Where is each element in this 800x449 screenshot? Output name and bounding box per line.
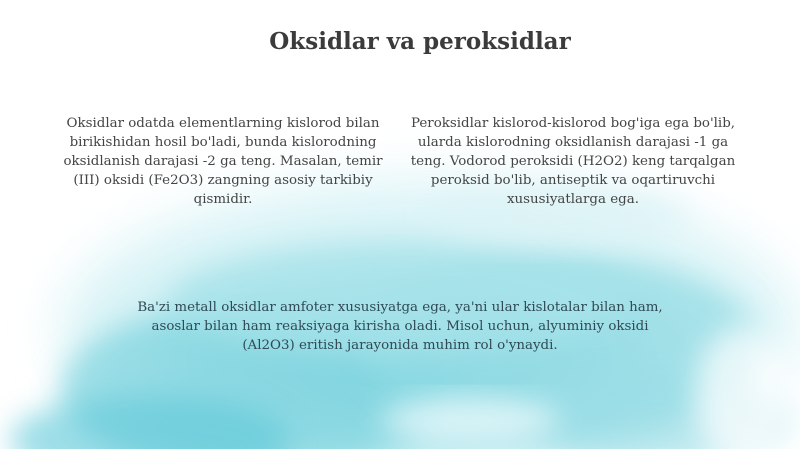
slide-title: Oksidlar va peroksidlar bbox=[269, 28, 571, 55]
peroxides-paragraph: Peroksidlar kislorod-kislorod bog'iga ega bo'lib, ularda kislorodning oksidlanish darajasi -1 ga teng. Vodorod peroksidi (H2O2) keng tarqalgan peroksid bo'lib, antiseptik va oqartiruvchi xususiyatlarga ega. bbox=[410, 116, 736, 207]
oxides-paragraph: Oksidlar odatda elementlarning kislorod bilan birikishidan hosil bo'ladi, bunda kislorodning oksidlanish darajasi -2 ga teng. Masalan, temir (III) oksidi (Fe2O3) zangning asosiy tarkibiy qismidir. bbox=[63, 116, 383, 207]
amphoteric-oxides-paragraph: Ba'zi metall oksidlar amfoter xususiyatga ega, ya'ni ular kislotalar bilan ham, asoslar bilan ham reaksiyaga kirisha oladi. Misol uchun, alyuminiy oksidi (Al2O3) eritish jarayonida muhim rol o'ynaydi. bbox=[137, 300, 663, 353]
